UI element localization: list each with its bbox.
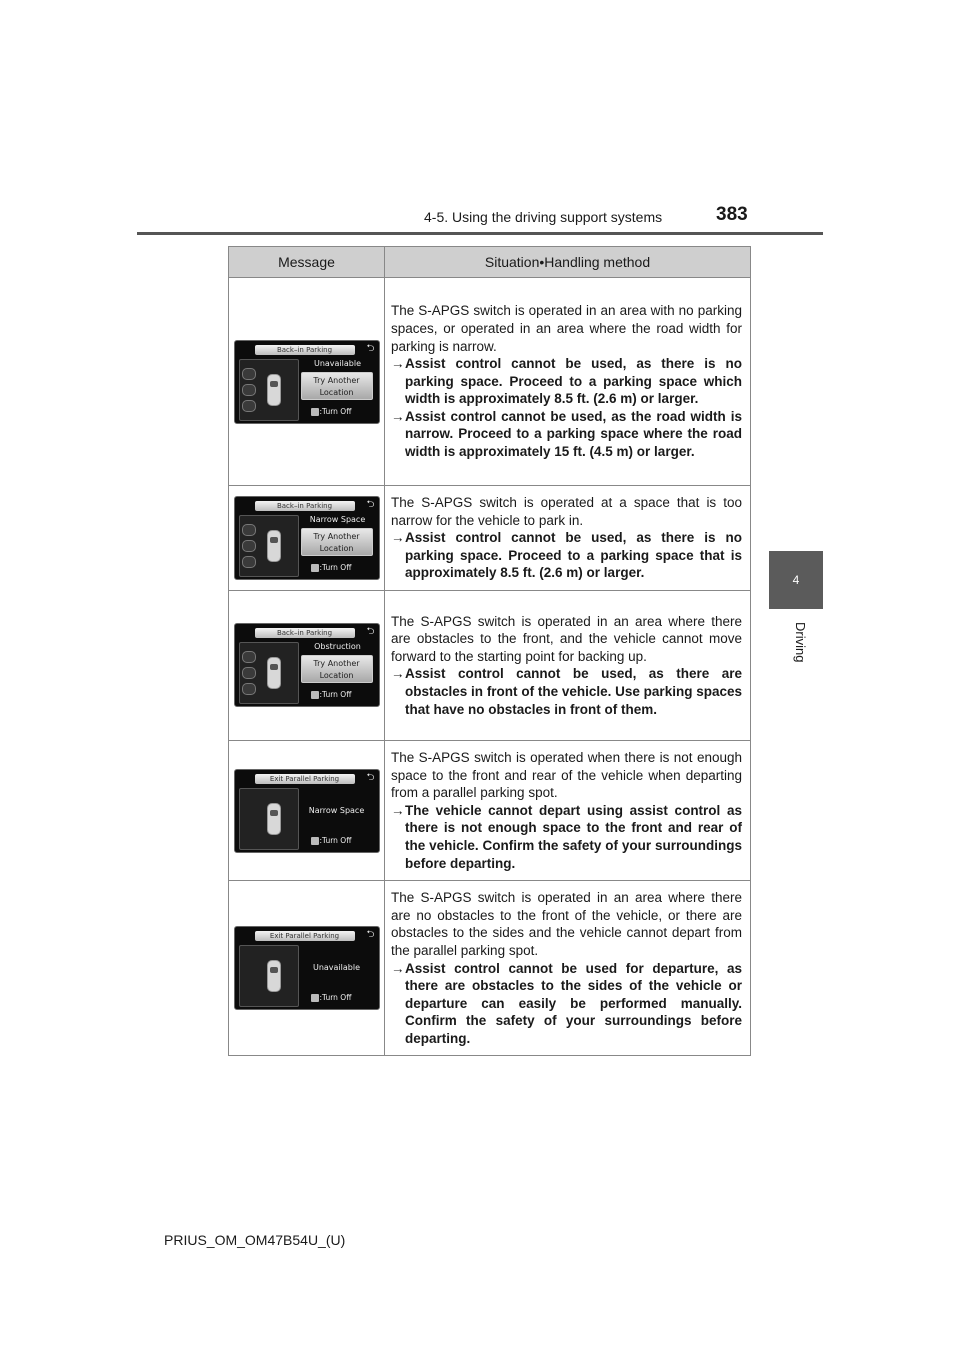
car-icon	[267, 530, 281, 562]
screen-status: Obstruction	[314, 642, 361, 652]
table-row	[229, 486, 751, 591]
car-icon	[267, 657, 281, 689]
turn-off-text: :Turn Off	[319, 835, 352, 845]
sensor-icon	[242, 651, 256, 663]
arrow-icon: →	[391, 530, 405, 546]
turn-off-label	[311, 407, 352, 417]
arrow-icon: →	[391, 666, 405, 682]
handling-text: Assist control cannot be used, as there are obstacles in front of the vehicle. Use parking spaces that have no obstacles in front of them.	[405, 666, 742, 717]
handling-item	[391, 960, 742, 1048]
sensor-icon	[242, 384, 256, 396]
situation-text: The S-APGS switch is operated in an area where there are obstacles to the front, and the vehicle cannot move forward to the starting point for backing up.	[391, 613, 742, 664]
switch-icon	[311, 994, 319, 1002]
screen-title: Exit Parallel Parking	[255, 931, 355, 941]
screen-title: Back–in Parking	[255, 345, 355, 355]
turn-off-label	[311, 993, 352, 1003]
message-cell	[229, 486, 385, 591]
back-arrow-icon: ⮌	[366, 498, 375, 510]
switch-icon	[311, 408, 319, 416]
header-situation: Situation•Handling method	[385, 247, 751, 278]
handling-text: Assist control cannot be used, as there is no parking space. Proceed to a parking space that is approximately 8.5 ft. (2.6 m) or larger.	[405, 530, 742, 581]
chapter-label	[768, 622, 824, 682]
header-message: Message	[229, 247, 385, 278]
chapter-tab: 4	[769, 551, 823, 609]
turn-off-text: :Turn Off	[319, 993, 352, 1003]
sensor-icon	[242, 540, 256, 552]
table-header-row	[229, 247, 751, 278]
car-icon	[267, 960, 281, 992]
handling-text: Assist control cannot be used, as the road width is narrow. Proceed to a parking space where the road width is approximately 15 ft. (4.5 m) or larger.	[405, 408, 742, 460]
vehicle-view-panel	[239, 788, 299, 850]
page-number: 383	[716, 204, 748, 225]
table-row	[229, 278, 751, 486]
turn-off-label	[311, 690, 352, 700]
try-another-location-button: Try Another Location	[301, 372, 373, 400]
vehicle-view-panel	[239, 515, 299, 577]
car-icon	[267, 374, 281, 406]
switch-icon	[311, 837, 319, 845]
handling-item	[391, 802, 742, 872]
turn-off-label	[311, 563, 352, 573]
situation-cell	[385, 278, 751, 486]
arrow-icon: →	[391, 408, 405, 424]
handling-text: The vehicle cannot depart using assist control as there is not enough space to the front and rear of the vehicle. Confirm the safety of your surroundings before departing.	[405, 802, 742, 871]
handling-item	[391, 665, 742, 718]
switch-icon	[311, 564, 319, 572]
header-divider	[137, 232, 823, 235]
screen-title: Back–in Parking	[255, 628, 355, 638]
turn-off-label	[311, 836, 352, 846]
display-screenshot	[234, 769, 380, 853]
sensor-icon	[242, 400, 256, 412]
back-arrow-icon: ⮌	[366, 626, 375, 638]
page-header	[0, 0, 960, 240]
try-another-location-button: Try Another Location	[301, 655, 373, 683]
situation-cell	[385, 881, 751, 1056]
screen-title: Exit Parallel Parking	[255, 774, 355, 784]
car-icon	[267, 803, 281, 835]
screen-status: Narrow Space	[308, 805, 365, 815]
message-cell	[229, 740, 385, 880]
display-screenshot	[234, 623, 380, 707]
turn-off-text: :Turn Off	[319, 690, 352, 700]
display-screenshot	[234, 926, 380, 1010]
document-id: PRIUS_OM_OM47B54U_(U)	[164, 1232, 346, 1248]
situation-text: The S-APGS switch is operated in an area where there are no obstacles to the front of the vehicle, or there are obstacles to the sides and the vehicle cannot depart from the parallel parking spot.	[391, 890, 742, 958]
chapter-label-text: Driving	[793, 622, 808, 663]
table-row	[229, 881, 751, 1056]
table-row	[229, 740, 751, 880]
situation-cell	[385, 486, 751, 591]
sensor-icon	[242, 683, 256, 695]
sensor-icon	[242, 556, 256, 568]
handling-item	[391, 355, 742, 408]
arrow-icon: →	[391, 356, 405, 372]
turn-off-text: :Turn Off	[319, 562, 352, 572]
display-screenshot	[234, 340, 380, 424]
situation-cell	[385, 590, 751, 740]
screen-status: Narrow Space	[309, 514, 366, 524]
situation-text: The S-APGS switch is operated in an area with no parking spaces, or operated in an area where the road width for parking is narrow.	[391, 303, 742, 354]
situation-text: The S-APGS switch is operated at a space that is too narrow for the vehicle to park in.	[391, 495, 742, 528]
section-title: 4-5. Using the driving support systems	[424, 209, 663, 225]
vehicle-view-panel	[239, 359, 299, 421]
screen-status: Unavailable	[312, 963, 361, 973]
vehicle-view-panel	[239, 642, 299, 704]
try-another-location-button: Try Another Location	[301, 528, 373, 556]
back-arrow-icon: ⮌	[366, 342, 375, 354]
table-row	[229, 590, 751, 740]
screen-status: Unavailable	[313, 358, 362, 368]
message-table	[228, 246, 751, 1056]
handling-text: Assist control cannot be used, as there is no parking space. Proceed to a parking space which width is approximately 8.5 ft. (2.6 m) or larger.	[405, 356, 742, 407]
handling-item	[391, 529, 742, 582]
turn-off-text: :Turn Off	[319, 406, 352, 416]
arrow-icon: →	[391, 960, 405, 976]
message-cell	[229, 278, 385, 486]
handling-text: Assist control cannot be used for departure, as there are obstacles to the sides of the vehicle or departure can easily be performed manually. Confirm the safety of your surroundings before departing.	[405, 960, 742, 1046]
display-screenshot	[234, 496, 380, 580]
situation-text: The S-APGS switch is operated when there is not enough space to the front and rear of the vehicle when departing from a parallel parking spot.	[391, 749, 742, 801]
switch-icon	[311, 691, 319, 699]
sensor-icon	[242, 524, 256, 536]
arrow-icon: →	[391, 802, 405, 818]
message-cell	[229, 590, 385, 740]
handling-item	[391, 408, 742, 461]
sensor-icon	[242, 368, 256, 380]
vehicle-view-panel	[239, 945, 299, 1007]
sensor-icon	[242, 667, 256, 679]
back-arrow-icon: ⮌	[366, 771, 375, 783]
back-arrow-icon: ⮌	[366, 929, 375, 941]
situation-cell	[385, 740, 751, 880]
message-cell	[229, 881, 385, 1056]
screen-title: Back–in Parking	[255, 501, 355, 511]
